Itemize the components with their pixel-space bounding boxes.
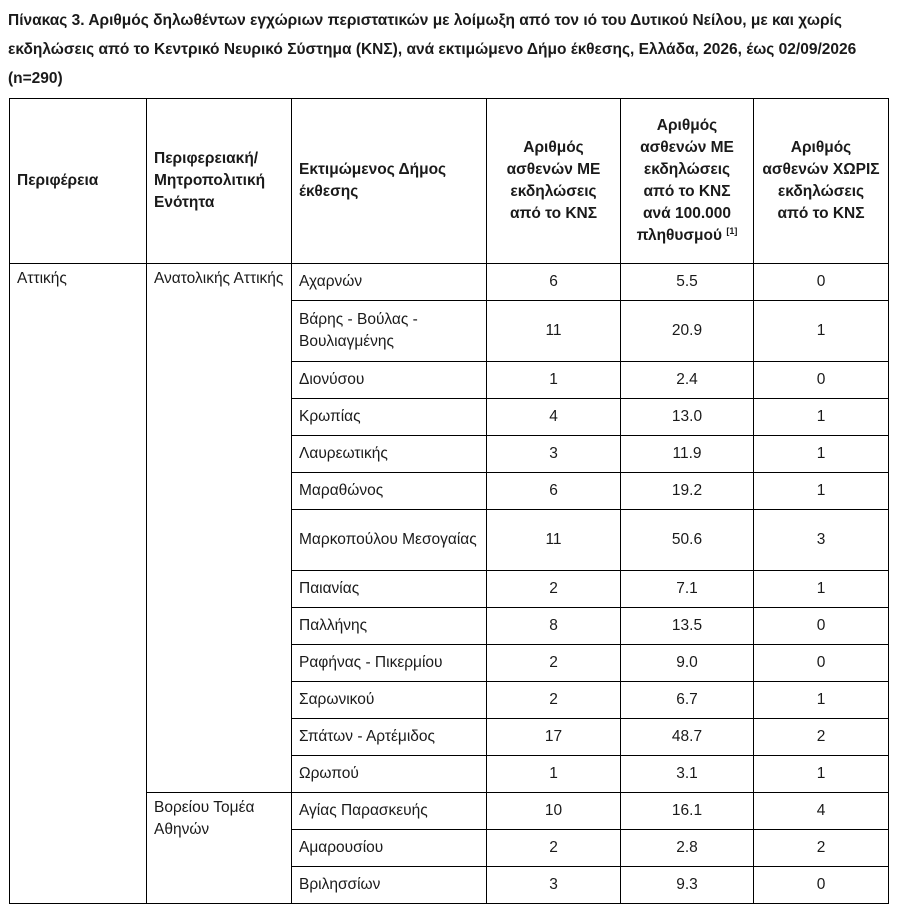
with-cns-cell: 4 xyxy=(487,399,621,436)
without-cns-cell: 1 xyxy=(754,436,889,473)
header-regional-unit: Περιφερειακή/ Μητροπολιτική Ενότητα xyxy=(147,99,292,264)
municipality-cell: Βριλησσίων xyxy=(292,867,487,904)
municipality-cell: Κρωπίας xyxy=(292,399,487,436)
rate-cell: 16.1 xyxy=(621,793,754,830)
without-cns-cell: 1 xyxy=(754,756,889,793)
without-cns-cell: 0 xyxy=(754,362,889,399)
rate-cell: 2.4 xyxy=(621,362,754,399)
with-cns-cell: 3 xyxy=(487,436,621,473)
regional-unit-cell: Βορείου Τομέα Αθηνών xyxy=(147,793,292,904)
rate-cell: 7.1 xyxy=(621,571,754,608)
municipality-cell: Σαρωνικού xyxy=(292,682,487,719)
with-cns-cell: 8 xyxy=(487,608,621,645)
without-cns-cell: 1 xyxy=(754,571,889,608)
header-with-cns: Αριθμός ασθενών ΜΕ εκδηλώσεις από το ΚΝΣ xyxy=(487,99,621,264)
rate-cell: 13.0 xyxy=(621,399,754,436)
municipality-cell: Βάρης - Βούλας - Βουλιαγμένης xyxy=(292,301,487,362)
rate-cell: 20.9 xyxy=(621,301,754,362)
without-cns-cell: 0 xyxy=(754,645,889,682)
municipality-cell: Ραφήνας - Πικερμίου xyxy=(292,645,487,682)
table-row xyxy=(10,264,889,301)
without-cns-cell: 1 xyxy=(754,399,889,436)
with-cns-cell: 6 xyxy=(487,473,621,510)
rate-cell: 13.5 xyxy=(621,608,754,645)
table-header-row xyxy=(10,99,889,264)
rate-cell: 5.5 xyxy=(621,264,754,301)
municipality-cell: Διονύσου xyxy=(292,362,487,399)
without-cns-cell: 2 xyxy=(754,719,889,756)
municipality-cell: Σπάτων - Αρτέμιδος xyxy=(292,719,487,756)
rate-cell: 6.7 xyxy=(621,682,754,719)
with-cns-cell: 2 xyxy=(487,682,621,719)
with-cns-cell: 1 xyxy=(487,362,621,399)
header-region: Περιφέρεια xyxy=(10,99,147,264)
region-cell: Αττικής xyxy=(10,264,147,904)
rate-cell: 19.2 xyxy=(621,473,754,510)
municipality-cell: Αμαρουσίου xyxy=(292,830,487,867)
without-cns-cell: 0 xyxy=(754,867,889,904)
with-cns-cell: 2 xyxy=(487,830,621,867)
with-cns-cell: 3 xyxy=(487,867,621,904)
header-rate-per-100k xyxy=(621,99,754,264)
municipality-cell: Παιανίας xyxy=(292,571,487,608)
rate-cell: 50.6 xyxy=(621,510,754,571)
regional-unit-cell: Ανατολικής Αττικής xyxy=(147,264,292,793)
wnv-cases-table xyxy=(9,98,889,904)
rate-cell: 2.8 xyxy=(621,830,754,867)
municipality-cell: Αχαρνών xyxy=(292,264,487,301)
header-without-cns: Αριθμός ασθενών ΧΩΡΙΣ εκδηλώσεις από το ΚΝΣ xyxy=(754,99,889,264)
without-cns-cell: 1 xyxy=(754,682,889,719)
with-cns-cell: 11 xyxy=(487,301,621,362)
with-cns-cell: 17 xyxy=(487,719,621,756)
without-cns-cell: 1 xyxy=(754,473,889,510)
header-municipality: Εκτιμώμενος Δήμος έκθεσης xyxy=(292,99,487,264)
rate-cell: 11.9 xyxy=(621,436,754,473)
with-cns-cell: 10 xyxy=(487,793,621,830)
with-cns-cell: 2 xyxy=(487,571,621,608)
table-caption: Πίνακας 3. Αριθμός δηλωθέντων εγχώριων περιστατικών με λοίμωξη από τον ιό του Δυτικού Νείλου, με και χωρίς εκδηλώσεις από το Κεντρικό Νευρικό Σύστημα (ΚΝΣ), ανά εκτιμώμενο Δήμο έκθεσης, Ελλάδα, 2026, έως 02/09/2026 (n=290) xyxy=(8,12,857,87)
without-cns-cell: 1 xyxy=(754,301,889,362)
rate-cell: 9.0 xyxy=(621,645,754,682)
footnote-ref: [1] xyxy=(726,225,738,236)
without-cns-cell: 3 xyxy=(754,510,889,571)
rate-cell: 3.1 xyxy=(621,756,754,793)
without-cns-cell: 0 xyxy=(754,608,889,645)
municipality-cell: Αγίας Παρασκευής xyxy=(292,793,487,830)
municipality-cell: Ωρωπού xyxy=(292,756,487,793)
with-cns-cell: 1 xyxy=(487,756,621,793)
without-cns-cell: 2 xyxy=(754,830,889,867)
with-cns-cell: 2 xyxy=(487,645,621,682)
municipality-cell: Λαυρεωτικής xyxy=(292,436,487,473)
with-cns-cell: 6 xyxy=(487,264,621,301)
header-rate-label: Αριθμός ασθενών ΜΕ εκδηλώσεις από το ΚΝΣ ανά 100.000 πληθυσμού xyxy=(636,117,734,244)
with-cns-cell: 11 xyxy=(487,510,621,571)
municipality-cell: Μαρκοπούλου Μεσογαίας xyxy=(292,510,487,571)
rate-cell: 9.3 xyxy=(621,867,754,904)
without-cns-cell: 4 xyxy=(754,793,889,830)
without-cns-cell: 0 xyxy=(754,264,889,301)
municipality-cell: Παλλήνης xyxy=(292,608,487,645)
rate-cell: 48.7 xyxy=(621,719,754,756)
municipality-cell: Μαραθώνος xyxy=(292,473,487,510)
